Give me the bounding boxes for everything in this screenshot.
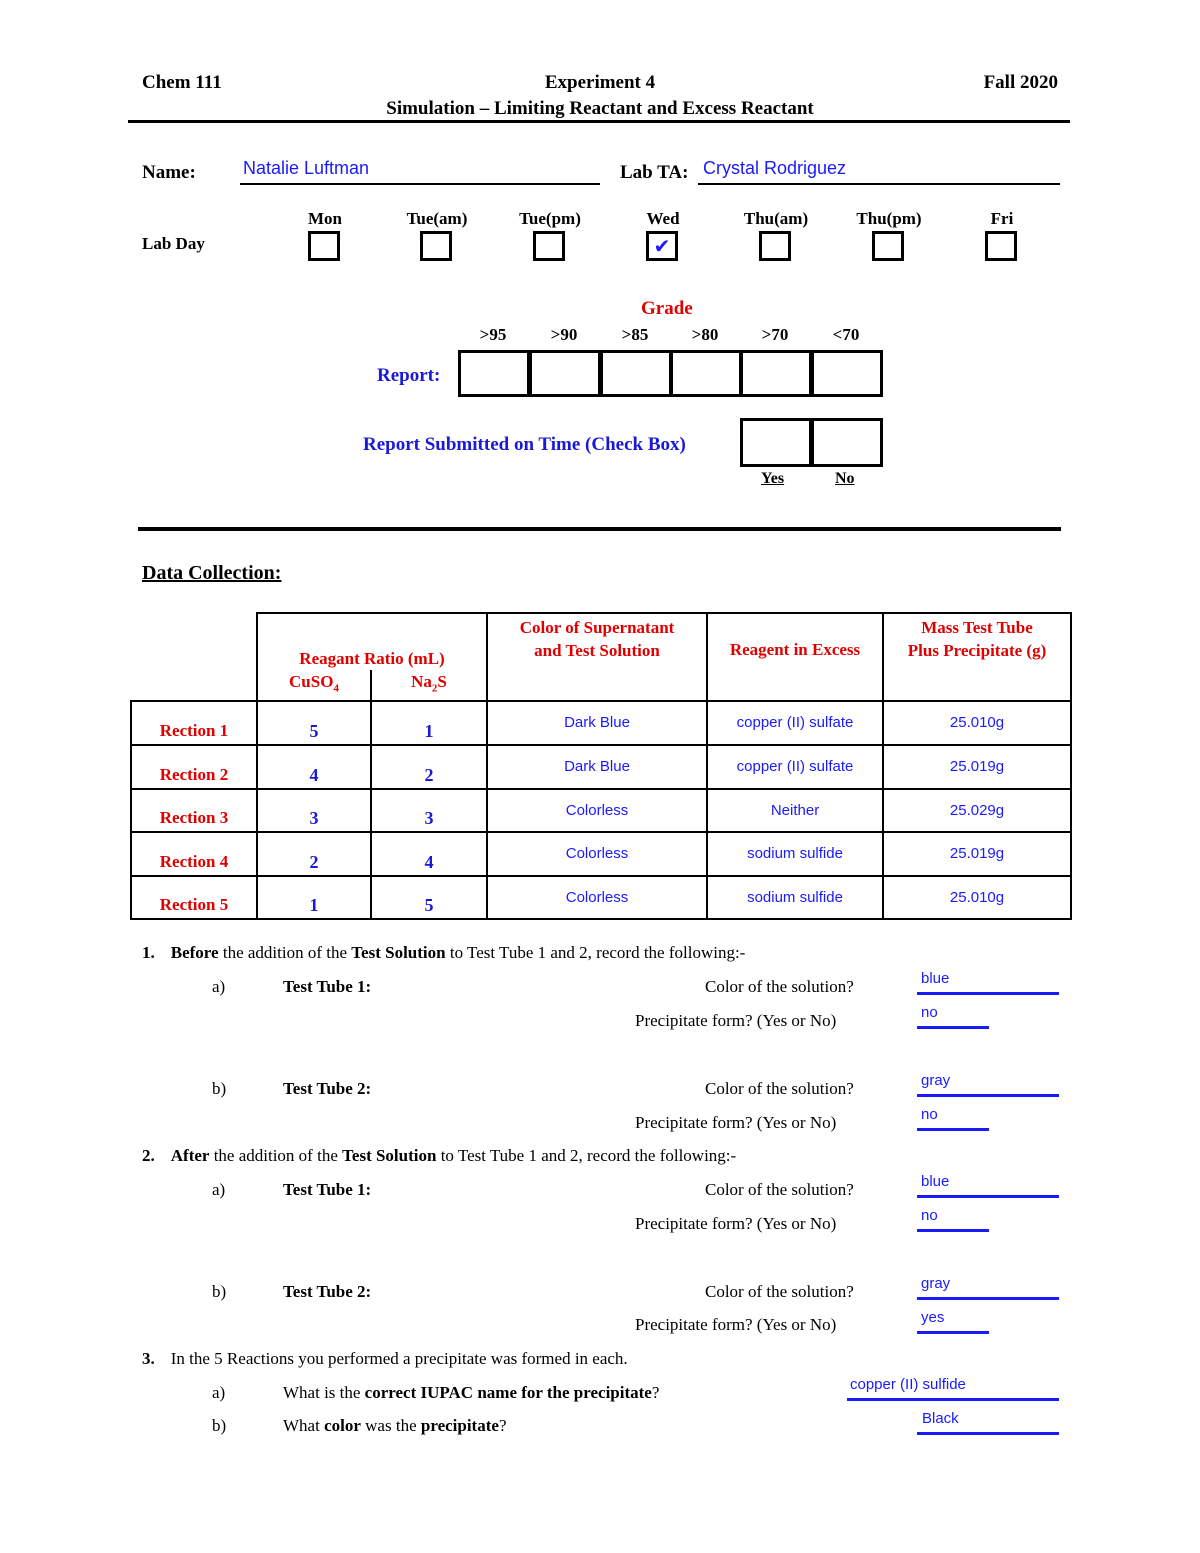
- table-corner: [131, 613, 257, 701]
- q1a-precip-answer[interactable]: no: [921, 1004, 938, 1021]
- data-table: [130, 612, 1072, 920]
- name-underline: [240, 183, 600, 185]
- table-row: [131, 832, 1071, 876]
- na2s-volume: 5: [371, 876, 487, 919]
- q1b-precip-q: Precipitate form? (Yes or No): [635, 1113, 837, 1132]
- lab-day-label-1: Tue(am): [406, 209, 468, 228]
- lab-day-label-5: Thu(pm): [856, 209, 922, 228]
- grade-title: Grade: [641, 298, 693, 319]
- grade-level-1: >90: [550, 325, 578, 344]
- grade-box-2[interactable]: [600, 350, 672, 397]
- q1a-color-q: Color of the solution?: [705, 977, 854, 996]
- cuso4-volume: 1: [257, 876, 371, 919]
- name-field[interactable]: Natalie Luftman: [243, 158, 370, 178]
- experiment-subtitle: Simulation – Limiting Reactant and Excess Reactant: [386, 98, 814, 119]
- q2a-label: Test Tube 1:: [283, 1180, 372, 1199]
- q2b-color-answer[interactable]: gray: [921, 1275, 951, 1292]
- reaction-label: Rection 2: [131, 745, 257, 789]
- q1b-color-line: [917, 1094, 1059, 1097]
- table-row: [131, 789, 1071, 832]
- grade-level-4: >70: [761, 325, 789, 344]
- lab-day-label-6: Fri: [990, 209, 1014, 228]
- color-header: Color of Supernatant and Test Solution: [487, 613, 707, 701]
- section-title: Data Collection:: [142, 562, 282, 584]
- na2s-volume: 2: [371, 745, 487, 789]
- q2b-color-q: Color of the solution?: [705, 1282, 854, 1301]
- q3b-line: [917, 1432, 1059, 1435]
- q1b-precip-answer[interactable]: no: [921, 1106, 938, 1123]
- q2a-precip-q: Precipitate form? (Yes or No): [635, 1214, 837, 1233]
- na2s-header: $Na_2S$: [371, 670, 487, 701]
- solution-color: Colorless: [487, 789, 707, 832]
- course-label: Chem 111: [142, 72, 222, 93]
- q2a-precip-line: [917, 1229, 989, 1232]
- q2b-color-line: [917, 1297, 1059, 1300]
- grade-level-3: >80: [691, 325, 719, 344]
- header-rule: [128, 120, 1070, 123]
- table-row: [131, 876, 1071, 919]
- lab-day-checkbox-4[interactable]: [759, 231, 791, 261]
- q2a-color-line: [917, 1195, 1059, 1198]
- on-time-no-box[interactable]: [811, 418, 883, 467]
- solution-color: Colorless: [487, 876, 707, 919]
- submitted-label: Report Submitted on Time (Check Box): [363, 434, 686, 455]
- lab-day-checkbox-5[interactable]: [872, 231, 904, 261]
- section-rule: [138, 527, 1061, 531]
- cuso4-volume: 2: [257, 832, 371, 876]
- q3a-letter: a): [212, 1383, 226, 1402]
- q1a-letter: a): [212, 977, 226, 996]
- lab-day-label-3: Wed: [646, 209, 680, 228]
- grade-box-3[interactable]: [670, 350, 742, 397]
- grade-box-0[interactable]: [458, 350, 530, 397]
- lab-day-checkbox-1[interactable]: [420, 231, 452, 261]
- grade-box-4[interactable]: [740, 350, 812, 397]
- q2b-label: Test Tube 2:: [283, 1282, 372, 1301]
- grade-level-2: >85: [621, 325, 649, 344]
- q3a-line: [847, 1398, 1059, 1401]
- reagent-excess: sodium sulfide: [707, 876, 883, 919]
- grade-level-5: <70: [832, 325, 860, 344]
- q2-line: 2. After the addition of the Test Solution to Test Tube 1 and 2, record the following:-: [142, 1146, 737, 1165]
- term-label: Fall 2020: [983, 72, 1058, 93]
- yes-label: Yes: [761, 470, 785, 487]
- q3b-letter: b): [212, 1416, 227, 1435]
- cuso4-header: CuSO$_4$: [257, 670, 371, 701]
- no-label: No: [835, 470, 855, 487]
- mass-value: 25.019g: [883, 745, 1071, 789]
- ta-underline: [698, 183, 1060, 185]
- q2b-precip-line: [917, 1331, 989, 1334]
- lab-day-checkbox-2[interactable]: [533, 231, 565, 261]
- reaction-label: Rection 3: [131, 789, 257, 832]
- q2a-color-q: Color of the solution?: [705, 1180, 854, 1199]
- q1b-label: Test Tube 2:: [283, 1079, 372, 1098]
- table-row: [131, 701, 1071, 745]
- reagent-excess: copper (II) sulfate: [707, 701, 883, 745]
- solution-color: Dark Blue: [487, 701, 707, 745]
- lab-day-checkbox-0[interactable]: [308, 231, 340, 261]
- q1a-precip-q: Precipitate form? (Yes or No): [635, 1011, 837, 1030]
- reaction-label: Rection 1: [131, 701, 257, 745]
- ta-field[interactable]: Crystal Rodriguez: [703, 158, 847, 178]
- mass-value: 25.010g: [883, 701, 1071, 745]
- reaction-label: Rection 4: [131, 832, 257, 876]
- reagent-excess: sodium sulfide: [707, 832, 883, 876]
- ta-label: Lab TA:: [620, 162, 689, 183]
- q2b-precip-q: Precipitate form? (Yes or No): [635, 1315, 837, 1334]
- on-time-yes-box[interactable]: [740, 418, 812, 467]
- q2a-color-answer[interactable]: blue: [921, 1173, 950, 1190]
- mass-value: 25.029g: [883, 789, 1071, 832]
- q3b-question: What color was the precipitate?: [283, 1416, 507, 1435]
- na2s-volume: 4: [371, 832, 487, 876]
- solution-color: Dark Blue: [487, 745, 707, 789]
- report-label: Report:: [377, 365, 441, 386]
- mass-value: 25.019g: [883, 832, 1071, 876]
- check-mark-icon: ✔: [653, 234, 671, 258]
- q2a-letter: a): [212, 1180, 226, 1199]
- q3-line: 3. In the 5 Reactions you performed a precipitate was formed in each.: [142, 1349, 628, 1368]
- q2b-letter: b): [212, 1282, 227, 1301]
- na2s-volume: 1: [371, 701, 487, 745]
- experiment-title: Experiment 4: [544, 72, 656, 93]
- q3b-answer[interactable]: Black: [922, 1410, 959, 1427]
- q1-line: 1. Before the addition of the Test Solution to Test Tube 1 and 2, record the following:-: [142, 943, 746, 962]
- q2b-precip-answer[interactable]: yes: [921, 1309, 945, 1326]
- cuso4-volume: 3: [257, 789, 371, 832]
- reagent-excess: Neither: [707, 789, 883, 832]
- reaction-label: Rection 5: [131, 876, 257, 919]
- reagent-excess: copper (II) sulfate: [707, 745, 883, 789]
- q1b-color-q: Color of the solution?: [705, 1079, 854, 1098]
- mass-value: 25.010g: [883, 876, 1071, 919]
- lab-day-label-2: Tue(pm): [519, 209, 581, 228]
- lab-day-label: Lab Day: [142, 234, 205, 253]
- q1a-precip-line: [917, 1026, 989, 1029]
- q3a-question: What is the correct IUPAC name for the precipitate?: [283, 1383, 660, 1402]
- lab-day-checkbox-6[interactable]: [985, 231, 1017, 261]
- excess-header: Reagent in Excess: [707, 613, 883, 701]
- q1a-color-line: [917, 992, 1059, 995]
- q3a-answer[interactable]: copper (II) sulfide: [850, 1376, 966, 1393]
- cuso4-volume: 5: [257, 701, 371, 745]
- lab-day-label-0: Mon: [308, 209, 342, 228]
- q1b-letter: b): [212, 1079, 227, 1098]
- q1b-color-answer[interactable]: gray: [921, 1072, 951, 1089]
- ratio-header: Reagant Ratio (mL): [257, 613, 487, 670]
- solution-color: Colorless: [487, 832, 707, 876]
- lab-day-checkbox-3[interactable]: [646, 231, 678, 261]
- na2s-volume: 3: [371, 789, 487, 832]
- table-row: [131, 745, 1071, 789]
- q1a-label: Test Tube 1:: [283, 977, 372, 996]
- cuso4-volume: 4: [257, 745, 371, 789]
- grade-box-5[interactable]: [811, 350, 883, 397]
- name-label: Name:: [142, 162, 196, 183]
- grade-box-1[interactable]: [529, 350, 601, 397]
- q2a-precip-answer[interactable]: no: [921, 1207, 938, 1224]
- q1a-color-answer[interactable]: blue: [921, 970, 950, 987]
- mass-header: Mass Test Tube Plus Precipitate (g): [883, 613, 1071, 701]
- q1b-precip-line: [917, 1128, 989, 1131]
- lab-day-label-4: Thu(am): [743, 209, 809, 228]
- grade-level-0: >95: [479, 325, 507, 344]
